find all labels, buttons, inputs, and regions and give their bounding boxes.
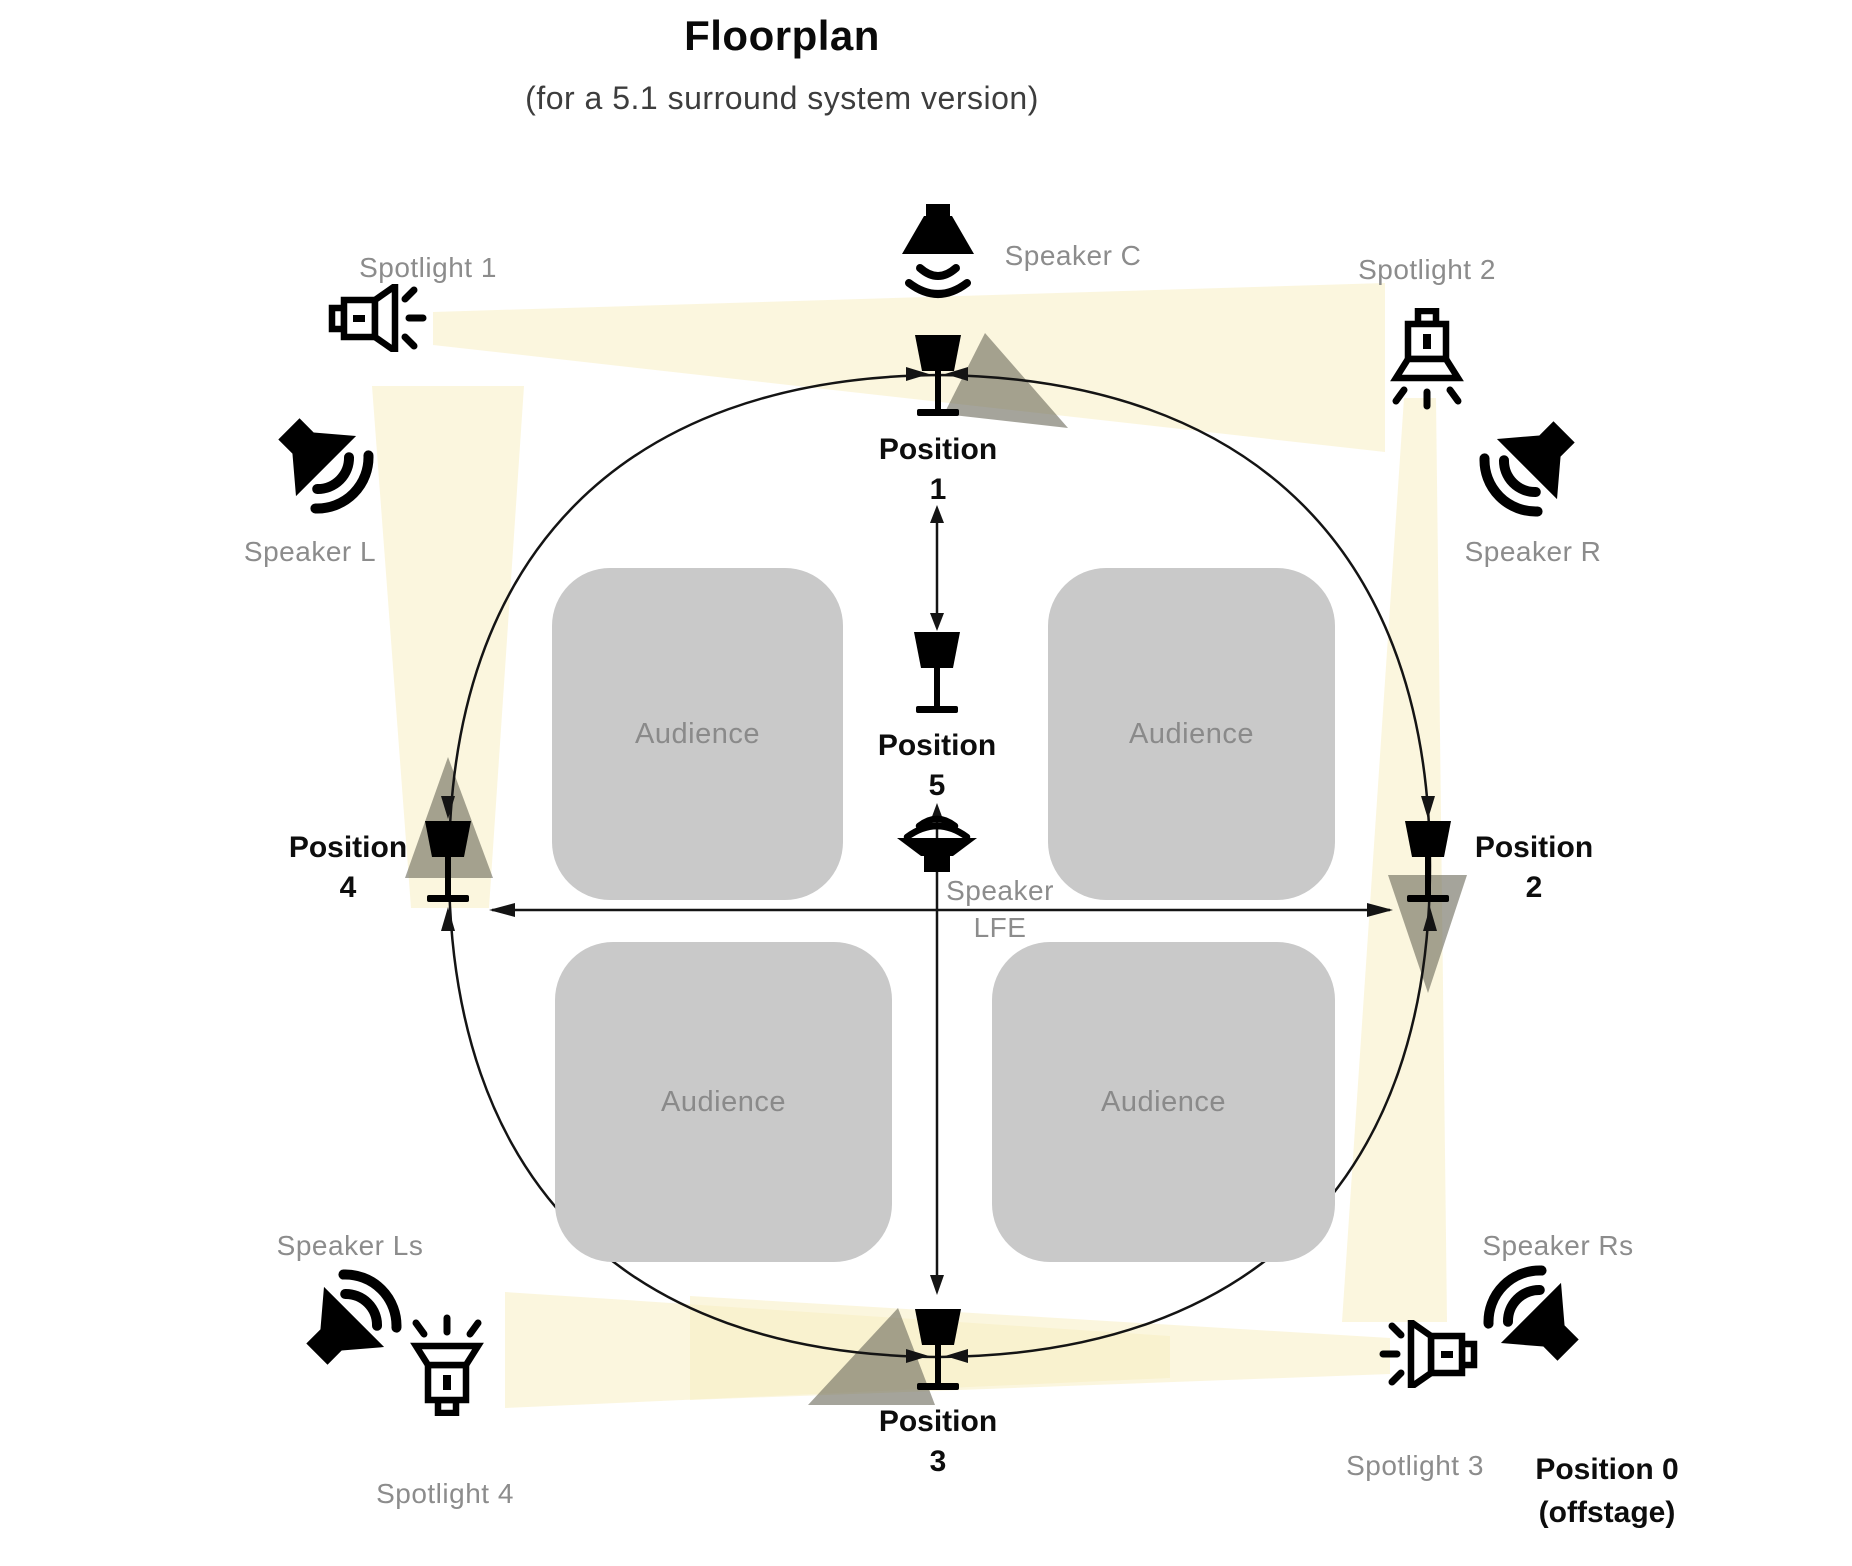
speaker-c-label: Speaker C (1004, 240, 1142, 271)
speaker-l-label: Speaker L (243, 536, 377, 567)
position3-label: Position 3 (878, 1405, 998, 1478)
spotlight2-label: Spotlight 2 (1358, 254, 1496, 285)
spotlight-right-icon (328, 284, 446, 352)
audience-label: Audience (661, 1085, 786, 1118)
spotlight-up-icon (408, 1298, 486, 1416)
position4-label: Position 4 (288, 831, 408, 904)
audience-block-bottom-left (555, 942, 892, 1262)
spotlight-left-icon (1360, 1320, 1478, 1388)
audience-label: Audience (1129, 717, 1254, 750)
spotlight-down-icon (1388, 308, 1466, 426)
audience-block-top-right (1048, 568, 1335, 900)
position2-label: Position 2 (1474, 831, 1594, 904)
spotlight4-label: Spotlight 4 (376, 1478, 514, 1509)
position4-lamp-icon (418, 820, 478, 912)
beam-spotlight3-left (690, 1296, 1390, 1400)
audience-label: Audience (635, 717, 760, 750)
position1-label: Position 1 (878, 433, 998, 506)
position3-lamp-icon (908, 1308, 968, 1400)
speaker-lfe-icon (893, 812, 981, 874)
speaker-rs-label: Speaker Rs (1482, 1230, 1634, 1261)
arrowhead-v1-down (930, 613, 944, 631)
speaker-lfe-label: Speaker LFE (946, 875, 1054, 943)
arrowhead-h-left (489, 903, 515, 917)
arrowhead-v2-down (930, 1275, 944, 1295)
audience-label: Audience (1101, 1085, 1226, 1118)
speaker-surround-left-icon (298, 1268, 403, 1373)
position5-label: Position 5 (877, 729, 997, 802)
page-subtitle: (for a 5.1 surround system version) (525, 80, 1039, 116)
spotlight1-label: Spotlight 1 (359, 252, 497, 283)
speaker-r-label: Speaker R (1464, 536, 1602, 567)
speaker-ceiling-icon (894, 204, 982, 306)
speaker-surround-right-icon (1482, 1264, 1587, 1369)
speaker-ls-label: Speaker Ls (276, 1230, 424, 1261)
position5-lamp-icon (907, 631, 967, 723)
position2-lamp-icon (1398, 820, 1458, 912)
position0-label: Position 0 (offstage) (1535, 1453, 1679, 1529)
audience-block-bottom-right (992, 942, 1335, 1262)
page-title: Floorplan (684, 12, 880, 59)
audience-block-top-left (552, 568, 843, 900)
speaker-front-right-icon (1478, 413, 1583, 518)
speaker-front-left-icon (270, 410, 375, 515)
spotlight3-label: Spotlight 3 (1346, 1450, 1484, 1481)
position1-lamp-icon (908, 334, 968, 426)
